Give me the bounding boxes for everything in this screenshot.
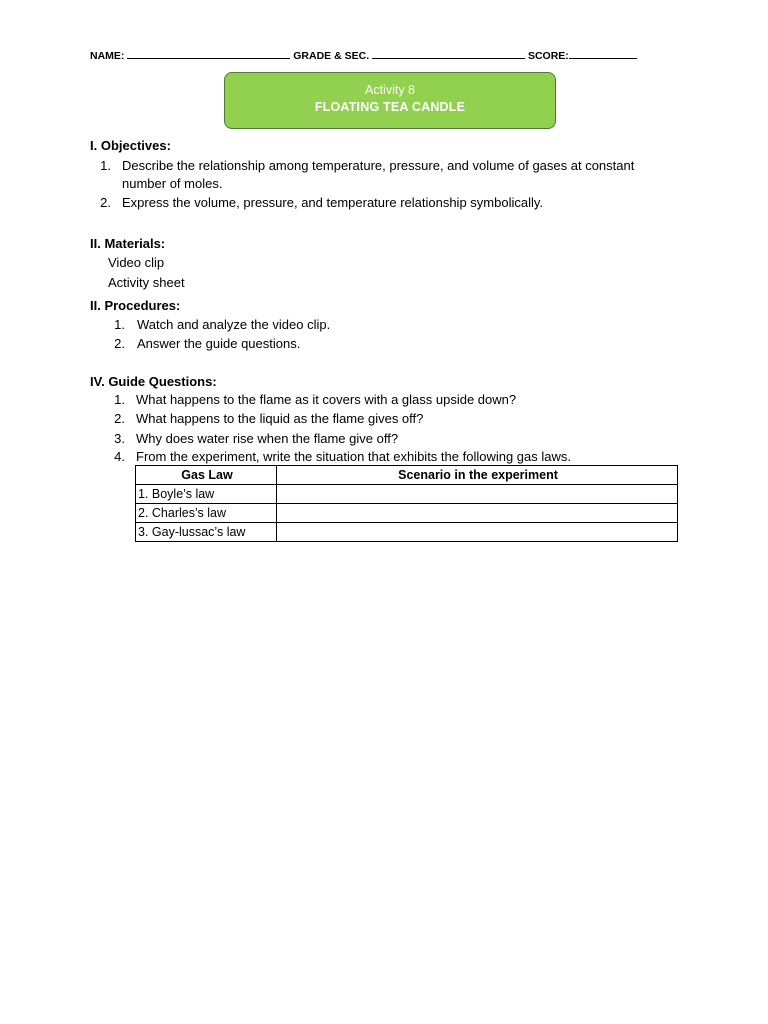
question-number: 4. [114,449,125,464]
table-row [136,485,678,504]
table-row [136,523,678,542]
objective-text: Express the volume, pressure, and temperature relationship symbolically. [122,195,544,210]
material-item: Activity sheet [108,275,185,290]
material-item: Video clip [108,255,165,270]
question-number: 2. [114,411,125,426]
question-text: What happens to the liquid as the flame gives off? [136,411,424,426]
score-label: SCORE: [527,50,569,62]
activity-title-box [224,72,556,129]
procedures-heading: II. Procedures: [90,298,181,313]
question-number: 1. [114,392,125,407]
question-number: 3. [114,431,125,446]
scenario-cell[interactable] [277,504,678,523]
gas-law-cell: 3. Gay-lussac’s law [136,523,277,542]
name-blank[interactable] [127,47,290,59]
question-text: What happens to the flame as it covers with a glass upside down? [136,392,517,407]
guide-questions-heading: IV. Guide Questions: [90,374,217,389]
grade-blank[interactable] [372,47,525,59]
objective-text-continued: number of moles. [122,176,223,191]
name-label: NAME: [90,50,125,62]
table-row [136,504,678,523]
objective-text: Describe the relationship among temperature, pressure, and volume of gases at constant [122,158,635,173]
procedure-number: 1. [114,317,125,332]
column-header-scenario: Scenario in the experiment [277,466,678,485]
scenario-cell[interactable] [277,523,678,542]
student-info-line [90,47,650,62]
procedure-text: Watch and analyze the video clip. [137,317,331,332]
table-header-row [136,466,678,485]
scenario-cell[interactable] [277,485,678,504]
gas-law-cell: 1. Boyle’s law [136,485,277,504]
column-header-gas-law: Gas Law [136,466,277,485]
grade-label: GRADE & SEC. [293,50,370,62]
activity-number: Activity 8 [364,83,415,97]
question-text: Why does water rise when the flame give off? [136,431,399,446]
objectives-heading: I. Objectives: [90,138,171,153]
gas-law-cell: 2. Charles’s law [136,504,277,523]
objective-number: 1. [100,158,111,173]
question-text: From the experiment, write the situation that exhibits the following gas laws. [136,449,571,464]
score-blank[interactable] [569,47,637,59]
objective-number: 2. [100,195,111,210]
gas-law-table [135,465,678,542]
procedure-number: 2. [114,336,125,351]
materials-heading: II. Materials: [90,236,166,251]
procedure-text: Answer the guide questions. [137,336,301,351]
activity-title: FLOATING TEA CANDLE [314,100,466,114]
